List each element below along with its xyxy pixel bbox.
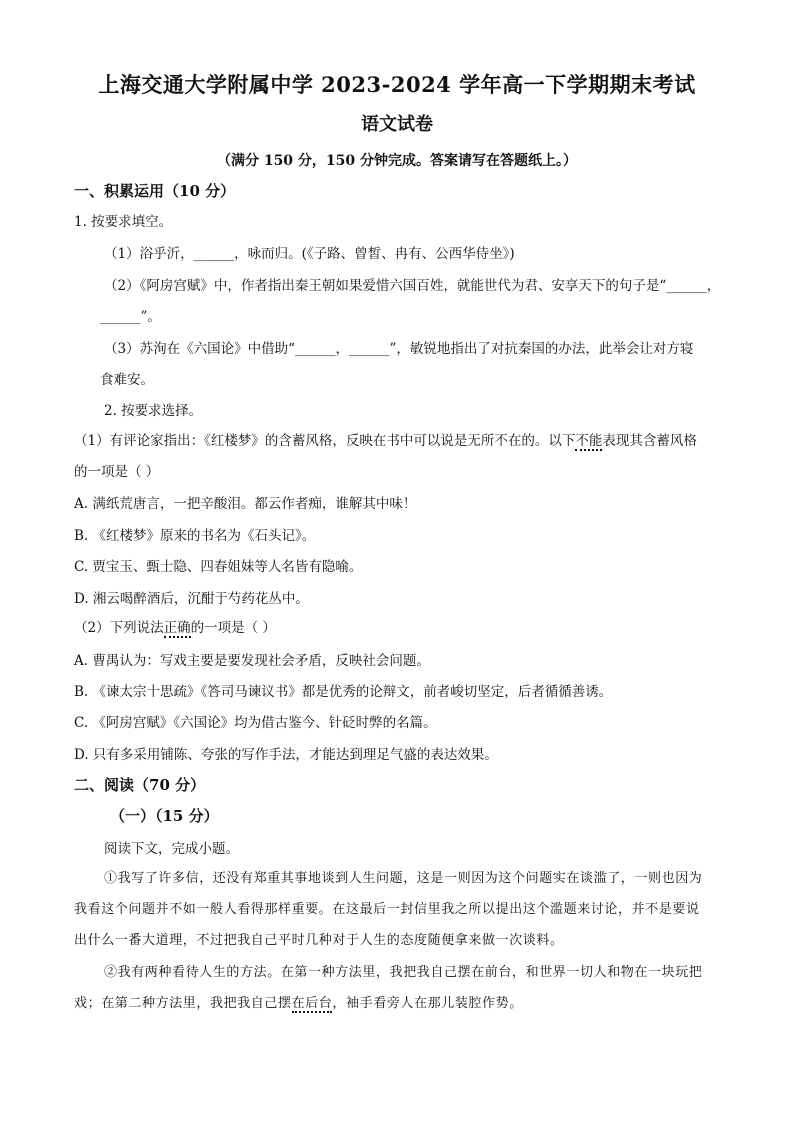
reading-instruction: 阅读下文，完成小题。	[104, 841, 239, 857]
exam-instructions: （满分 150 分，150 分钟完成。答案请写在答题纸上。）	[216, 153, 578, 169]
emphasis-mark: 在后台	[291, 996, 333, 1011]
section-heading-1: 一、积累运用（10 分）	[74, 182, 236, 200]
exam-title: 上海交通大学附属中学 2023-2024 学年高一下学期期末考试	[98, 72, 696, 97]
reading-part-heading: （一）（15 分）	[110, 807, 219, 825]
question-2-sub-2-text-a: （2）下列说法	[74, 620, 164, 636]
emphasis-mark: 不能	[575, 433, 603, 449]
question-1-item-1: （1）浴乎沂，______，咏而归。(《子路、曾皙、冉有、公西华侍坐》)	[104, 246, 515, 262]
passage-text-b: ，袖手看旁人在那儿装腔作势。	[332, 996, 523, 1011]
passage-paragraph-2-line: ②我有两种看待人生的方法。在第一种方法里，我把我自己摆在前台，和世界一切人和物在一块玩把	[104, 965, 703, 980]
question-2-sub-2	[74, 619, 276, 637]
question-2-prompt: 2. 按要求选择。	[104, 403, 203, 419]
option-d: D. 湘云喝醉酒后，沉酣于芍药花丛中。	[74, 591, 309, 607]
passage-paragraph-1-line: 我看这个问题并不如一般人看得那样重要。在这最后一封信里我之所以提出这个滥题来讨论，并不是要说	[74, 902, 700, 917]
option-a: A. 曹禺认为：写戏主要是要发现社会矛盾，反映社会问题。	[74, 653, 430, 669]
passage-paragraph-1-line: 出什么一番大道理，不过把我自己平时几种对于人生的态度随便拿来做一次谈料。	[74, 933, 564, 948]
option-a: A. 满纸荒唐言，一把辛酸泪。都云作者痴，谁解其中味！	[74, 496, 417, 512]
section-heading-2: 二、阅读（70 分）	[74, 776, 206, 794]
question-1-item-3: （3）苏洵在《六国论》中借助“______，______”，敏锐地指出了对抗秦国的办法，此举会让对方寝	[104, 341, 694, 357]
option-c: C. 《阿房宫赋》《六国论》均为借古鉴今、针砭时弊的名篇。	[74, 715, 437, 731]
passage-text-a: 戏；在第二种方法里，我把我自己摆	[74, 996, 292, 1011]
question-2-sub-1	[74, 432, 697, 450]
exam-subtitle: 语文试卷	[361, 114, 433, 135]
question-1-prompt: 1. 按要求填空。	[74, 214, 173, 230]
option-c: C. 贾宝玉、甄士隐、四春姐妹等人名皆有隐喻。	[74, 559, 363, 575]
passage-paragraph-1-line: ①我写了许多信，还没有郑重其事地谈到人生问题，这是一则因为这个问题实在谈滥了，一则也因为	[104, 871, 703, 886]
option-d: D. 只有多采用铺陈、夸张的写作手法，才能达到理足气盛的表达效果。	[74, 747, 498, 763]
question-2-sub-2-text-b: 的一项是（ ）	[190, 620, 276, 636]
passage-paragraph-2-line	[74, 995, 523, 1013]
question-2-sub-1-cont: 的一项是（ ）	[74, 464, 160, 480]
option-b: B. 《红楼梦》原来的书名为《石头记》。	[74, 528, 316, 544]
question-1-item-2: （2）《阿房宫赋》中，作者指出秦王朝如果爱惜六国百姓，就能世代为君、安享天下的句子是“______，	[104, 278, 721, 294]
question-1-item-2-cont: ______”。	[100, 309, 161, 325]
question-1-item-3-cont: 食难安。	[100, 372, 154, 388]
option-b: B. 《谏太宗十思疏》《答司马谏议书》都是优秀的论辩文，前者峻切坚定，后者循循善诱。	[74, 684, 613, 700]
emphasis-mark: 正确	[163, 620, 191, 636]
question-2-sub-1-text-a: （1）有评论家指出：《红楼梦》的含蓄风格，反映在书中可以说是无所不在的。以下	[74, 433, 576, 449]
question-2-sub-1-text-b: 表现其含蓄风格	[602, 433, 697, 449]
